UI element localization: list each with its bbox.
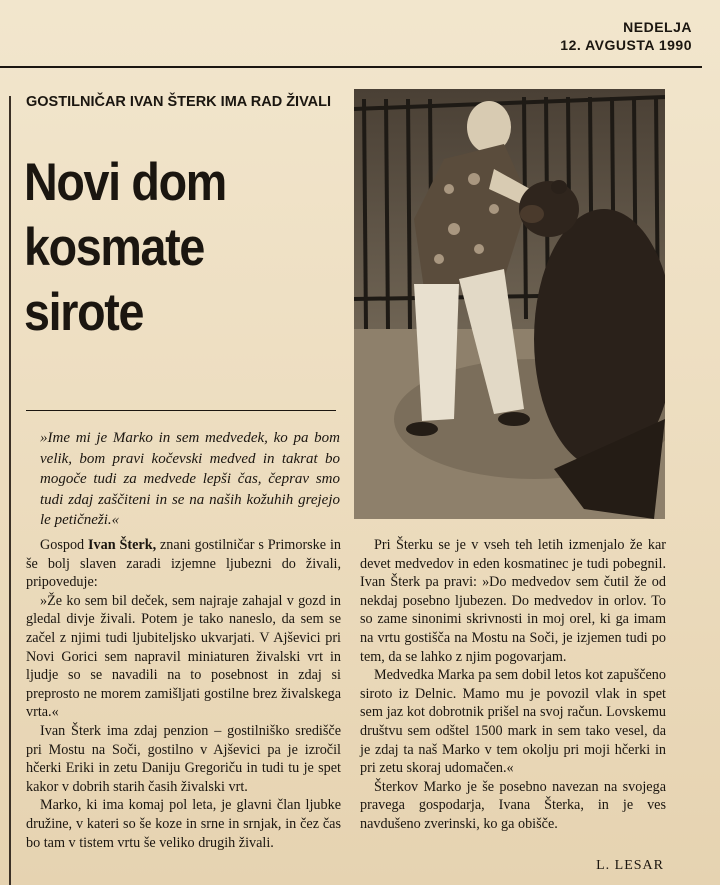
paragraph: Medvedka Marka pa sem dobil letos kot zapuščeno siroto iz Delnic. Mamo mu je povozil vlak in spet sem jaz kot dobrotnik prišel na svoj račun. Lovskemu društvu sem odštel 1500 mark in sem tako vesel, da je zdaj ta naš Marko v tem okolju pri moji hčerki in pri zetu skoraj udomačen.« xyxy=(360,667,666,777)
masthead-day: NEDELJA xyxy=(623,19,692,35)
photo-image xyxy=(354,89,665,519)
top-rule xyxy=(0,66,702,68)
lead-paragraph: »Ime mi je Marko in sem medvedek, ko pa bom velik, bom pravi kočevski medved in takrat bo mogoče tudi za medvede lepši čas, čeprav smo tudi zdaj zaščiteni in se na naših kožuhih grejejo le petičneži.« xyxy=(40,430,340,528)
byline: L. LESAR xyxy=(596,858,664,873)
headline-line-1: Novi dom xyxy=(24,153,226,212)
headline-line-2: kosmate xyxy=(24,218,205,277)
photo-man-with-bear xyxy=(354,89,665,519)
paragraph: Pri Šterku se je v vseh teh letih izmenjalo že kar devet medvedov in eden kosmatinec je tudi pobegnil. Ivan Šterk pa pravi: »Do medvedov sem čutil že od nekdaj posebno ljubezen. Do medvedov in orlov. To so zame sinonimi skrivnosti in moj orel, ki ga imam na vrtu gostišča na Mostu na Soči, je izjemen tudi po tem, da se lahko z njim pogovarjam. xyxy=(360,537,666,665)
masthead xyxy=(560,18,692,54)
left-column-rule xyxy=(9,96,11,885)
headline xyxy=(24,150,306,345)
headline-line-3: sirote xyxy=(24,283,144,342)
person-name: Ivan Šterk, xyxy=(88,537,157,553)
lead-rule xyxy=(26,410,336,411)
article-column-left xyxy=(26,536,341,852)
paragraph: Šterkov Marko je še posebno navezan na svojega pravega gospodarja, Ivana Šterka, in je ves navdušeno zverinski, ko ga obišče. xyxy=(360,778,666,832)
paragraph-rest: znani gostilničar s Primorske in še bolj slaven zaradi izjemne ljubezni do živali, pripoveduje: xyxy=(26,537,341,591)
paragraph: »Že ko sem bil deček, sem najraje zahajal v gozd in gledal divje živali. Potem je tako naneslo, da sem se začel z njimi tudi ljubiteljsko ukvarjati. V Ajševici pri Novi Gorici sem napravil miniaturen živalski vrt in ljudje so se navadili na to posebnost in zdaj si preprosto ne morem zamišljati gostilne brez živalskega vrta.« xyxy=(26,592,341,721)
paragraph xyxy=(26,536,341,592)
paragraph: Ivan Šterk ima zdaj penzion – gostilniško središče pri Mostu na Soči, gostilno v Ajševici pa je izročil hčerki Eriki in zetu Daniju Gregoriču in tudi tu je spet kakor v dobrih starih časih živalski vrt. xyxy=(26,722,341,795)
article-column-right xyxy=(360,536,666,834)
masthead-date: 12. AVGUSTA 1990 xyxy=(560,37,692,53)
paragraph: Marko, ki ima komaj pol leta, je glavni član ljubke družine, v kateri so še koze in srne in srnjak, in čez čas bo tam v tistem vrtu še veliko drugih živali. xyxy=(26,797,341,851)
paragraph-intro: Gospod xyxy=(40,537,89,553)
kicker: GOSTILNIČAR IVAN ŠTERK IMA RAD ŽIVALI xyxy=(26,94,332,110)
